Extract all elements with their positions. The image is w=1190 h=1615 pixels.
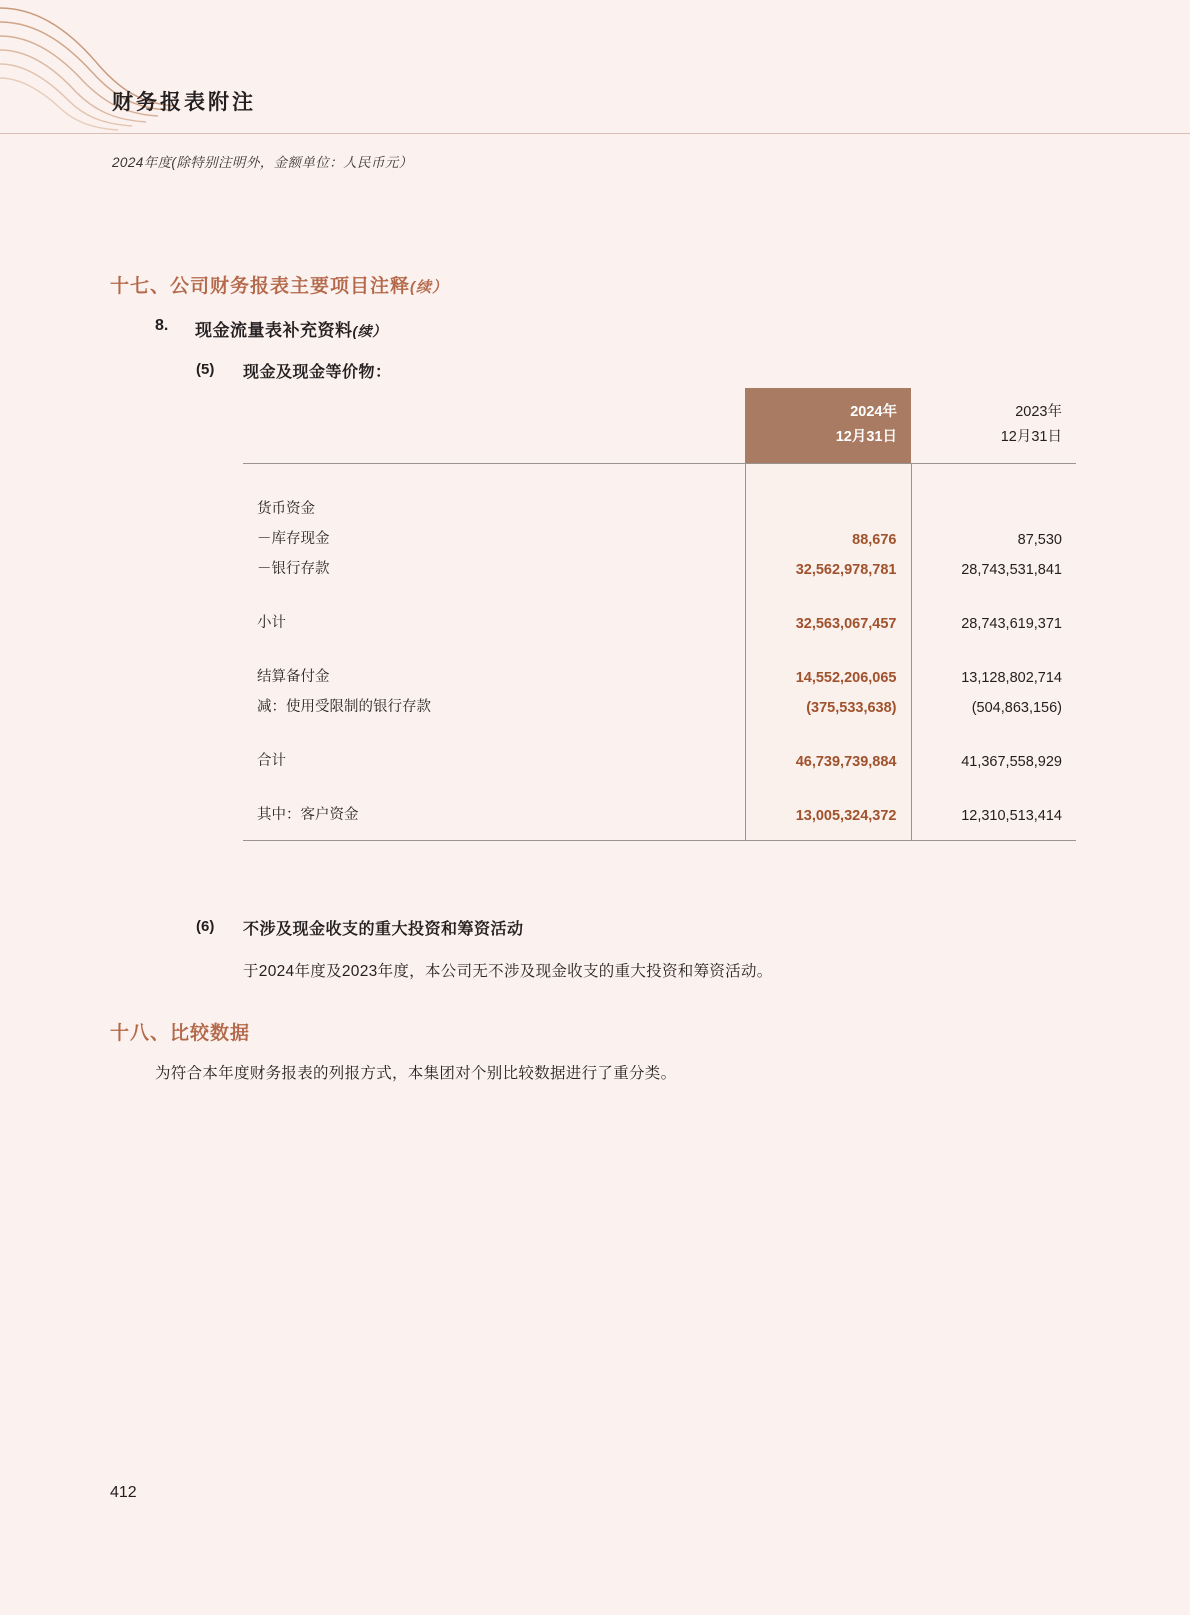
table-row (243, 548, 1076, 578)
row-value-2023: 12,310,513,414 (961, 807, 1062, 824)
bottom-label (243, 824, 745, 841)
row-label: 合计 (257, 752, 286, 769)
spacer-y1 (745, 716, 911, 740)
row-value-2023 (911, 488, 1076, 518)
header-2023-year: 2023年 (1015, 404, 1062, 420)
subsection-number: 8. (155, 317, 169, 334)
header-2023-date: 12月31日 (1000, 429, 1062, 446)
row-value-2023: 41,367,558,929 (961, 753, 1062, 770)
table-header-2024 (745, 388, 911, 463)
table-row (243, 686, 1076, 716)
item-number-6: (6) (196, 918, 215, 935)
spacer-y1 (745, 770, 911, 794)
table-header-2023 (911, 388, 1076, 463)
cash-equivalents-table (243, 388, 1076, 841)
header-2024-date: 12月31日 (835, 429, 897, 446)
table-spacer (243, 716, 1076, 740)
table-header-row (243, 388, 1076, 463)
spacer-y2 (911, 716, 1076, 740)
row-value-2024: 32,563,067,457 (745, 602, 911, 632)
page-title: 财务报表附注 (112, 91, 256, 114)
item-body-6: 于2024年度及2023年度，本公司无不涉及现金收支的重大投资和筹资活动。 (243, 963, 773, 980)
table-bottom-border (243, 824, 1076, 841)
page-subtitle: 2024年度(除特别注明外，金额单位：人民币元） (112, 155, 413, 170)
table-spacer (243, 770, 1076, 794)
item-title-5: 现金及现金等价物： (243, 364, 392, 381)
header-decoration (0, 0, 230, 140)
table-spacer (243, 578, 1076, 602)
subsection-title (195, 316, 387, 341)
row-value-2024: 14,552,206,065 (745, 656, 911, 686)
header-divider (0, 133, 1190, 134)
section-heading-18: 十八、比较数据 (110, 1023, 251, 1044)
row-value-2024: 88,676 (745, 518, 911, 548)
bottom-y1 (745, 824, 911, 841)
table-row-total (243, 740, 1076, 770)
table-header-blank (243, 388, 745, 463)
section-heading-17-continued: (续） (410, 279, 449, 296)
subsection-title-text: 现金流量表补充资料 (195, 321, 353, 340)
row-value-2024 (745, 488, 911, 518)
spacer-y1 (745, 463, 911, 488)
row-value-2024: 46,739,739,884 (745, 740, 911, 770)
section-heading-17-text: 十七、公司财务报表主要项目注释 (110, 276, 411, 297)
spacer-label (243, 632, 745, 656)
cash-equivalents-table-wrap (243, 388, 1076, 841)
row-value-2024: (375,533,638) (745, 686, 911, 716)
row-label: 货币资金 (257, 500, 315, 517)
spacer-y1 (745, 632, 911, 656)
row-label: 其中：客户资金 (257, 806, 359, 823)
section-heading-17 (110, 271, 448, 298)
subsection-title-continued: (续） (352, 323, 387, 339)
row-label: 减：使用受限制的银行存款 (257, 698, 431, 715)
spacer-label (243, 463, 745, 488)
item-number-5: (5) (196, 361, 215, 378)
table-spacer (243, 463, 1076, 488)
table-row (243, 794, 1076, 824)
row-value-2024: 13,005,324,372 (745, 794, 911, 824)
table-spacer (243, 632, 1076, 656)
row-value-2023: 28,743,531,841 (961, 561, 1062, 578)
row-value-2023: 13,128,802,714 (961, 669, 1062, 686)
spacer-y2 (911, 632, 1076, 656)
row-value-2023: 28,743,619,371 (961, 615, 1062, 632)
table-row (243, 488, 1076, 518)
table-row-subtotal (243, 602, 1076, 632)
spacer-label (243, 770, 745, 794)
bottom-y2 (911, 824, 1076, 841)
item-title-6: 不涉及现金收支的重大投资和筹资活动 (243, 921, 524, 938)
spacer-y2 (911, 578, 1076, 602)
spacer-y2 (911, 463, 1076, 488)
table-row (243, 656, 1076, 686)
spacer-y2 (911, 770, 1076, 794)
table-row (243, 518, 1076, 548)
row-label: 小计 (257, 614, 286, 631)
row-value-2023: 87,530 (1017, 531, 1062, 548)
spacer-label (243, 716, 745, 740)
row-label: 结算备付金 (257, 668, 330, 685)
spacer-y1 (745, 578, 911, 602)
row-value-2024: 32,562,978,781 (745, 548, 911, 578)
header-2024-year: 2024年 (850, 404, 897, 420)
row-value-2023: (504,863,156) (971, 699, 1062, 716)
page-number: 412 (110, 1484, 137, 1501)
row-label: －银行存款 (257, 560, 330, 577)
row-label: －库存现金 (257, 530, 330, 547)
section-body-18: 为符合本年度财务报表的列报方式，本集团对个别比较数据进行了重分类。 (155, 1065, 677, 1082)
spacer-label (243, 578, 745, 602)
